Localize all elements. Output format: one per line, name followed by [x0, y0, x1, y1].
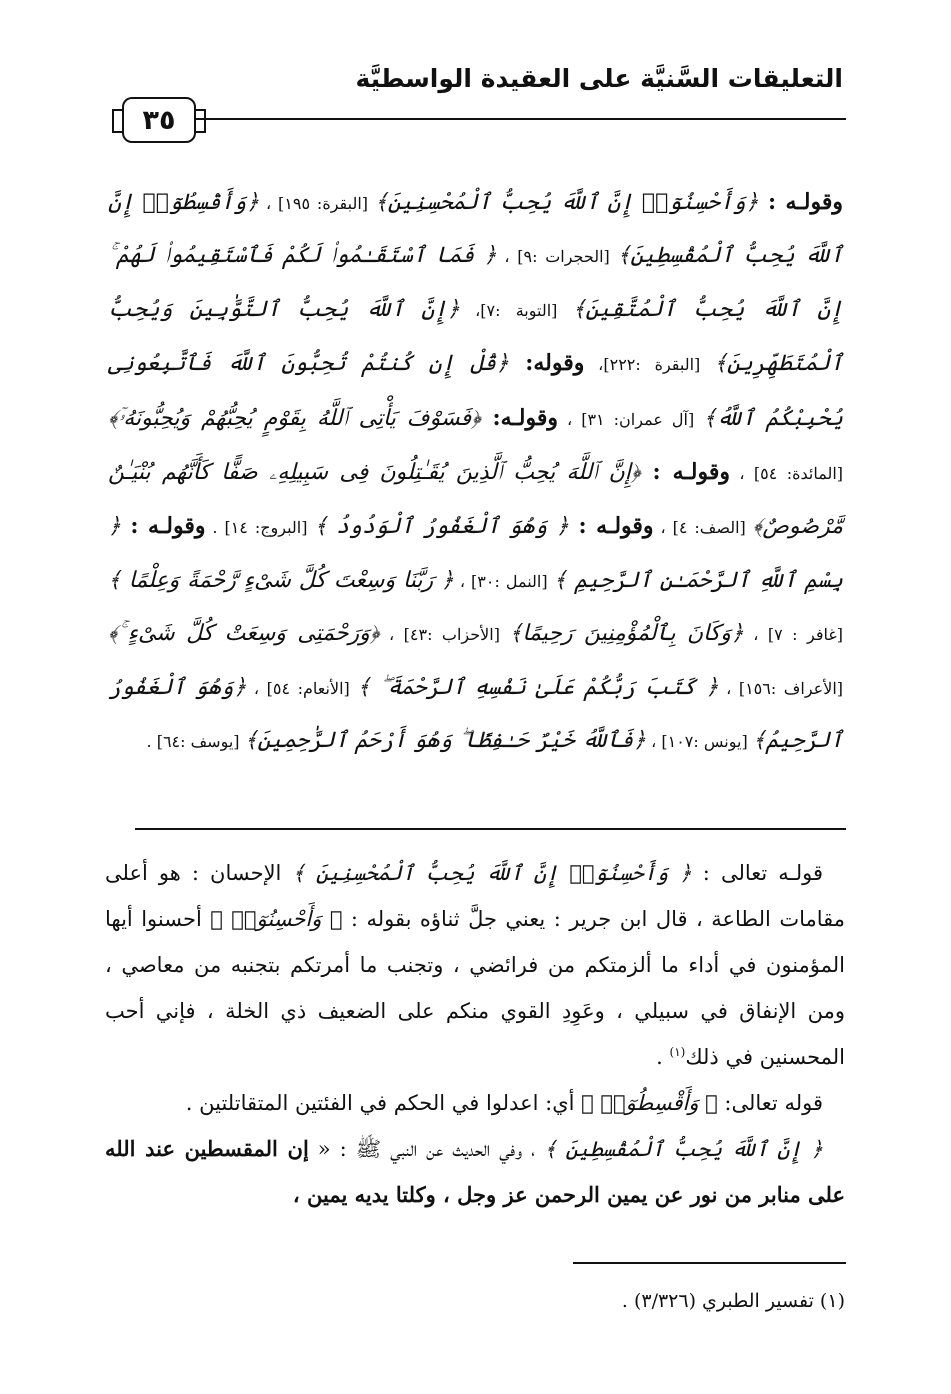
- lead-phrase: وقولـه :: [758, 189, 843, 215]
- verse-reference: [الأنعام: ٥٤] ،: [246, 678, 358, 698]
- commentary-paragraph-1: [105, 850, 845, 1080]
- quran-quote: ﴿فَسَوْفَ يَأْتِى ٱللَّهُ بِقَوْمٍ يُحِبُّهُمْ وَيُحِبُّونَهُۥٓ﴾: [108, 405, 481, 431]
- quran-quote: ﴿وَرَحْمَتِى وَسِعَتْ كُلَّ شَىْءٍ ۚ﴾: [108, 621, 380, 647]
- verse-reference: [آل عمران: ٣١] ،: [558, 409, 704, 429]
- running-title: التعليقات السَّنيَّة على العقيدة الواسطيَّة: [355, 64, 843, 93]
- commentary-lead: قولـه تعالى :: [691, 861, 824, 885]
- verse-reference: [الأعراف :١٥٦] ،: [718, 678, 844, 698]
- verse-reference: [يونس :١٠٧] ،: [646, 732, 753, 752]
- quran-quote: ﴿وَأَحْسِنُوٓا۟ إِنَّ ٱللَّهَ يُحِبُّ ٱلْمُحْسِنِينَ﴾: [374, 190, 759, 215]
- commentary-paragraph-2: [105, 1080, 845, 1126]
- quran-quote: ﴿وَهُوَ ٱلْغَفُورُ ٱلرَّحِيمُ﴾: [108, 674, 843, 754]
- quran-quote: ﴿إِنَّ ٱللَّهَ يُحِبُّ ٱلتَّوَّٰبِينَ وَيُحِبُّ ٱلْمُتَطَهِّرِينَ﴾: [108, 296, 843, 377]
- quran-quote: ﴿وَأَقْسِطُوٓا۟ إِنَّ ٱللَّهَ يُحِبُّ ٱلْمُقْسِطِينَ﴾: [108, 190, 843, 269]
- commentary: [105, 850, 845, 1218]
- section-rule: [135, 828, 846, 830]
- verse-reference: [يوسف :٦٤] .: [146, 732, 245, 752]
- verse-reference: [المائدة: ٥٤] ،: [730, 464, 844, 484]
- commentary-text: .: [656, 1045, 670, 1069]
- main-paragraph: [108, 176, 843, 768]
- lead-phrase: وقولـه :: [568, 513, 654, 540]
- lead-phrase: وقولـه:: [480, 404, 559, 431]
- main-text: [108, 176, 843, 768]
- lead-phrase: وقوله:: [508, 350, 585, 377]
- quran-quote: ﴿وَكَانَ بِٱلْمُؤْمِنِينَ رَحِيمًا﴾: [509, 621, 744, 647]
- quran-quote: ﴿ رَبَّنَا وَسِعْتَ كُلَّ شَىْءٍ رَّحْمَةً وَعِلْمًا ﴾: [108, 567, 454, 593]
- lead-phrase: وقولـه :: [120, 513, 206, 540]
- verse-reference: [الصف: ٤] ،: [653, 518, 753, 538]
- hadith-text: إن المقسطين عند الله على منابر من نور عن يمين الرحمن عز وجل ، وكلتا يديه يمين ،: [105, 1136, 845, 1207]
- commentary-text: ، وفي الحديث عن النبي ﷺ : «: [308, 1137, 545, 1161]
- verse-reference: [التوبة :٧]،: [459, 300, 573, 320]
- quran-quote: ﴿ إِنَّ ٱللَّهَ يُحِبُّ ٱلْمُقْسِطِينَ ﴾: [544, 1137, 824, 1161]
- quran-quote: ﴿ وَأَحْسِنُوٓا۟ إِنَّ ٱللَّهَ يُحِبُّ ٱلْمُحْسِنِينَ ﴾: [292, 861, 692, 885]
- quran-quote: ﴿ بِسْمِ ٱللَّهِ ٱلرَّحْمَـٰنِ ٱلرَّحِيمِ ﴾: [108, 514, 843, 593]
- verse-reference: [البقرة: ١٩٥] ،: [259, 194, 375, 213]
- footnote-marker[interactable]: (١): [669, 1045, 686, 1059]
- page-number: [122, 97, 196, 143]
- commentary-lead: قوله تعالى:: [717, 1091, 823, 1115]
- verse-reference: [النمل :٣٠] ،: [453, 571, 554, 591]
- quran-quote: ﴿ فَمَا ٱسْتَقَـٰمُوا۟ لَكُمْ فَٱسْتَقِيمُوا۟ لَهُمْ ۚ إِنَّ ٱللَّهَ يُحِبُّ ٱلْمُتَّقِينَ﴾: [108, 243, 843, 322]
- quran-quote: ﴿إِنَّ ٱللَّهَ يُحِبُّ ٱلَّذِينَ يُقَـٰتِلُونَ فِى سَبِيلِهِۦ صَفًّا كَأَنَّهُم بُنْيَـٰنٌ مَّرْصُوصٌ﴾: [108, 460, 843, 540]
- verse-reference: [البقرة :٢٢٢]،: [584, 355, 715, 375]
- commentary-paragraph-3: [105, 1126, 845, 1218]
- footnote: (١) تفسير الطبري (٣/٣٢٦) .: [621, 1290, 845, 1312]
- verse-reference: [الأحزاب :٤٣] ،: [379, 625, 510, 645]
- commentary-text: أحسنوا أيها المؤمنون في أداء ما ألزمتكم من فرائضي ، وتجنب ما أمرتكم بتجنبه من معاصي ، ومن الإنفاق في سبيلي ، وعَوِدِ القوي منكم على الضعيف ذي الخلة ، فإني أحب المحسنين في ذلك: [105, 907, 845, 1069]
- quran-quote: ﴿قُلْ إِن كُنتُمْ تُحِبُّونَ ٱللَّهَ فَٱتَّبِعُونِى يُحْبِبْكُمُ ٱللَّهُ﴾: [108, 351, 844, 431]
- quran-quote: ﴿ وَأَحْسِنُوٓا۟ ﴾: [210, 907, 343, 931]
- quran-quote: ﴿فَٱللَّهُ خَيْرٌ حَـٰفِظًا ۖ وَهُوَ أَرْحَمُ ٱلرَّٰحِمِينَ﴾: [244, 728, 647, 754]
- header-rule: [196, 118, 846, 120]
- commentary-text: الإحسان : هو أعلى مقامات الطاعة ، قال ابن جرير : يعني جلَّ ثناؤه بقوله :: [105, 861, 846, 931]
- verse-reference: [الحجرات :٩] ،: [496, 247, 618, 267]
- verse-reference: [البروج: ١٤] .: [205, 518, 315, 538]
- quran-quote: ﴿ وَأَقْسِطُوٓا۟ ﴾: [581, 1091, 718, 1115]
- quran-quote: ﴿ وَهُوَ ٱلْغَفُورُ ٱلْوَدُودُ ﴾: [314, 514, 569, 540]
- commentary-text: أي: اعدلوا في الحكم في الفئتين المتقاتلتين .: [185, 1091, 582, 1115]
- quran-quote: ﴿ كَتَبَ رَبُّكُمْ عَلَىٰ نَفْسِهِ ٱلرَّحْمَةَ ۖ ﴾: [357, 674, 719, 700]
- page-number-text: ٣٥: [142, 104, 176, 136]
- verse-reference: [غافر : ٧] ،: [743, 625, 843, 645]
- lead-phrase: وقولـه :: [640, 459, 731, 486]
- footnote-rule: [573, 1262, 846, 1264]
